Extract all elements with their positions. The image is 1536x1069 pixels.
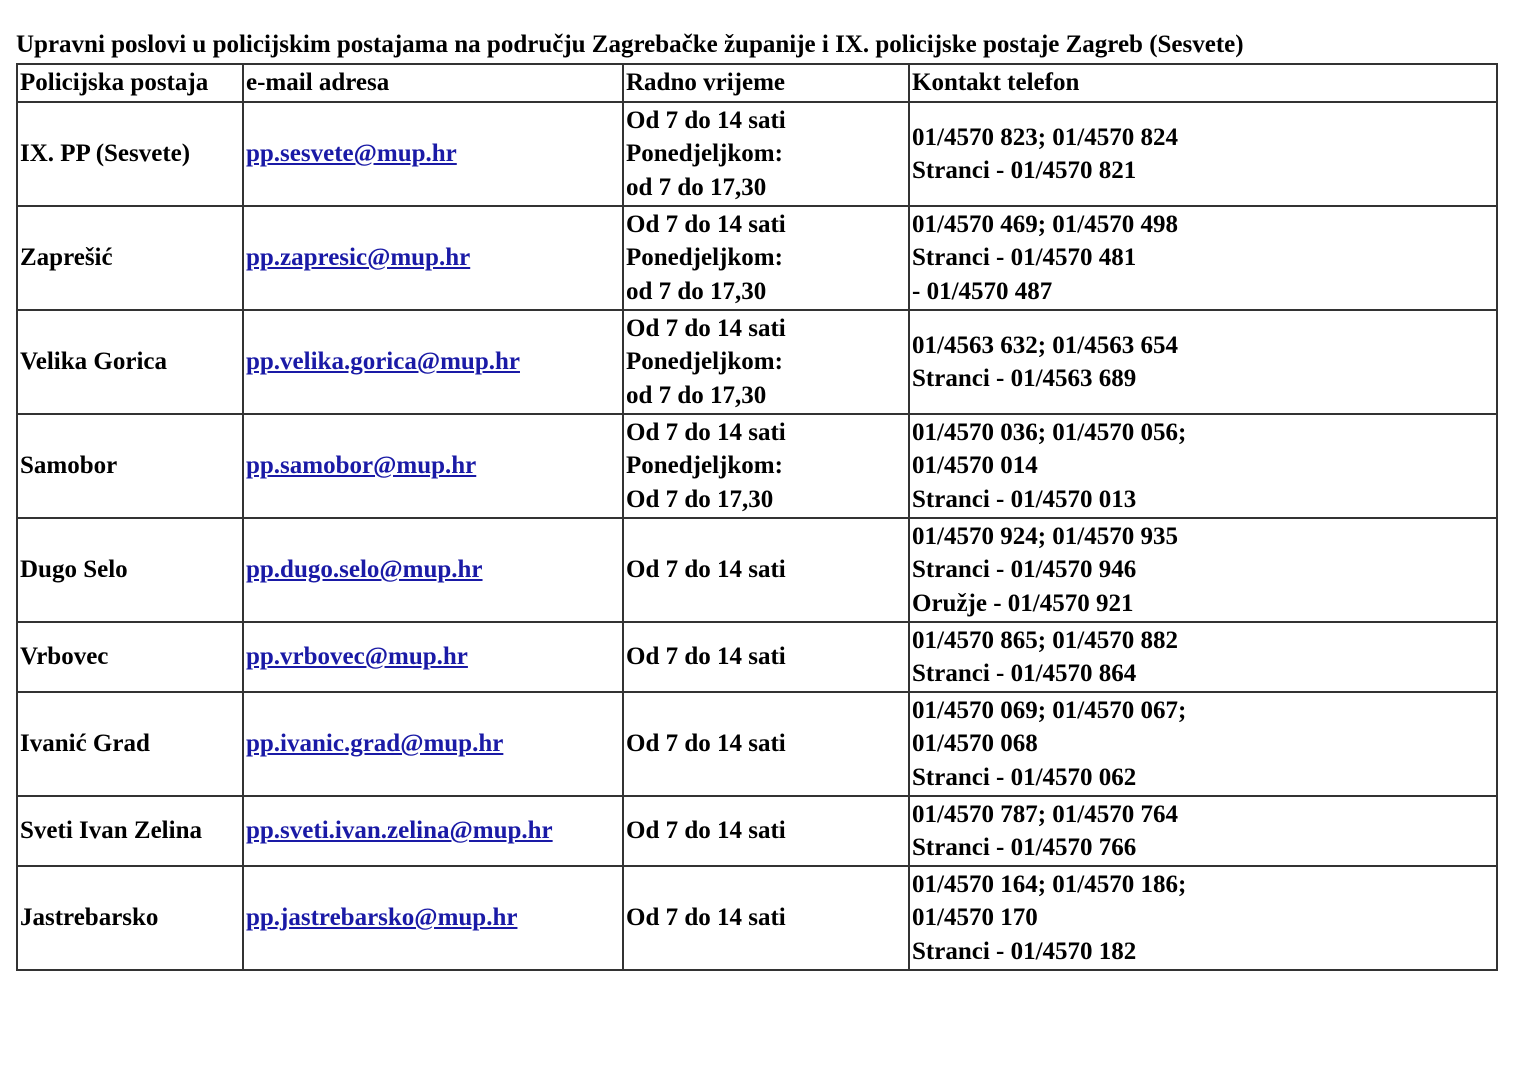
- email-cell: [243, 518, 623, 622]
- table-row: [17, 692, 1497, 796]
- phone-line: Stranci - 01/4570 013: [912, 485, 1137, 513]
- hours-line: Od 7 do 17,30: [626, 485, 774, 513]
- email-link[interactable]: pp.ivanic.grad@mup.hr: [246, 730, 504, 758]
- table-row: [17, 518, 1497, 622]
- hours-cell: [623, 102, 909, 206]
- phone-line: 01/4563 632; 01/4563 654: [912, 331, 1178, 359]
- phone-cell: [909, 692, 1497, 796]
- table-row: [17, 866, 1497, 970]
- hours-line: Ponedjeljkom:: [626, 348, 783, 376]
- phone-cell: [909, 414, 1497, 518]
- email-link[interactable]: pp.jastrebarsko@mup.hr: [246, 904, 518, 932]
- phone-line: 01/4570 068: [912, 730, 1038, 758]
- hours-line: Od 7 do 14 sati: [626, 314, 786, 342]
- email-link[interactable]: pp.samobor@mup.hr: [246, 452, 477, 480]
- hours-line: Od 7 do 14 sati: [626, 817, 786, 845]
- hours-cell: [623, 796, 909, 866]
- hours-line: od 7 do 17,30: [626, 173, 767, 201]
- phone-line: 01/4570 823; 01/4570 824: [912, 123, 1178, 151]
- table-row: [17, 796, 1497, 866]
- phone-line: 01/4570 036; 01/4570 056;: [912, 418, 1187, 446]
- email-cell: [243, 796, 623, 866]
- header-station: Policijska postaja: [17, 64, 243, 102]
- hours-line: Ponedjeljkom:: [626, 452, 783, 480]
- phone-cell: [909, 866, 1497, 970]
- phone-cell: [909, 206, 1497, 310]
- table-row: [17, 310, 1497, 414]
- email-link[interactable]: pp.sesvete@mup.hr: [246, 140, 457, 168]
- hours-cell: [623, 414, 909, 518]
- email-cell: [243, 414, 623, 518]
- hours-line: Od 7 do 14 sati: [626, 106, 786, 134]
- phone-line: 01/4570 469; 01/4570 498: [912, 210, 1178, 238]
- hours-line: Od 7 do 14 sati: [626, 904, 786, 932]
- station-name: Sveti Ivan Zelina: [17, 796, 243, 866]
- phone-cell: [909, 102, 1497, 206]
- header-hours: Radno vrijeme: [623, 64, 909, 102]
- phone-line: Stranci - 01/4570 481: [912, 244, 1137, 272]
- phone-line: Oružje - 01/4570 921: [912, 589, 1134, 617]
- phone-line: 01/4570 164; 01/4570 186;: [912, 870, 1187, 898]
- hours-cell: [623, 310, 909, 414]
- station-name: Samobor: [17, 414, 243, 518]
- table-row: [17, 622, 1497, 692]
- table-row: [17, 102, 1497, 206]
- table-caption: Upravni poslovi u policijskim postajama na području Zagrebačke županije i IX. policijske postaje Zagreb (Sesvete): [16, 31, 1244, 58]
- station-name: Ivanić Grad: [17, 692, 243, 796]
- phone-cell: [909, 622, 1497, 692]
- hours-cell: [623, 206, 909, 310]
- email-cell: [243, 692, 623, 796]
- phone-line: 01/4570 170: [912, 904, 1038, 932]
- phone-line: 01/4570 787; 01/4570 764: [912, 800, 1178, 828]
- police-stations-table: [16, 63, 1498, 971]
- phone-line: Stranci - 01/4570 062: [912, 763, 1137, 791]
- phone-line: Stranci - 01/4563 689: [912, 365, 1137, 392]
- hours-line: Od 7 do 14 sati: [626, 418, 786, 446]
- phone-line: 01/4570 069; 01/4570 067;: [912, 696, 1187, 724]
- hours-cell: [623, 866, 909, 970]
- table-row: [17, 414, 1497, 518]
- hours-line: Od 7 do 14 sati: [626, 210, 786, 238]
- email-link[interactable]: pp.dugo.selo@mup.hr: [246, 556, 483, 584]
- hours-cell: [623, 622, 909, 692]
- hours-line: Od 7 do 14 sati: [626, 730, 786, 758]
- station-name: Velika Gorica: [17, 310, 243, 414]
- phone-line: Stranci - 01/4570 766: [912, 834, 1137, 861]
- station-name: Dugo Selo: [17, 518, 243, 622]
- email-link[interactable]: pp.vrbovec@mup.hr: [246, 643, 468, 671]
- email-link[interactable]: pp.sveti.ivan.zelina@mup.hr: [246, 817, 553, 845]
- email-link[interactable]: pp.zapresic@mup.hr: [246, 244, 471, 272]
- phone-line: 01/4570 014: [912, 452, 1038, 480]
- email-cell: [243, 310, 623, 414]
- station-name: Jastrebarsko: [17, 866, 243, 970]
- phone-line: - 01/4570 487: [912, 277, 1053, 305]
- header-email: e-mail adresa: [243, 64, 623, 102]
- table-header-row: [17, 64, 1497, 102]
- hours-line: Od 7 do 14 sati: [626, 643, 786, 671]
- station-name: Vrbovec: [17, 622, 243, 692]
- table-row: [17, 206, 1497, 310]
- station-name: Zaprešić: [17, 206, 243, 310]
- hours-line: Od 7 do 14 sati: [626, 556, 786, 584]
- phone-cell: [909, 796, 1497, 866]
- hours-line: od 7 do 17,30: [626, 277, 767, 305]
- phone-line: 01/4570 865; 01/4570 882: [912, 626, 1178, 654]
- hours-line: Ponedjeljkom:: [626, 140, 783, 168]
- hours-line: od 7 do 17,30: [626, 381, 767, 409]
- hours-cell: [623, 518, 909, 622]
- phone-line: Stranci - 01/4570 821: [912, 157, 1137, 184]
- phone-cell: [909, 518, 1497, 622]
- email-cell: [243, 206, 623, 310]
- header-phone: Kontakt telefon: [909, 64, 1497, 102]
- station-name: IX. PP (Sesvete): [17, 102, 243, 206]
- phone-line: 01/4570 924; 01/4570 935: [912, 522, 1178, 550]
- email-link[interactable]: pp.velika.gorica@mup.hr: [246, 348, 520, 376]
- phone-line: Stranci - 01/4570 946: [912, 556, 1137, 584]
- email-cell: [243, 622, 623, 692]
- hours-cell: [623, 692, 909, 796]
- phone-line: Stranci - 01/4570 864: [912, 660, 1137, 687]
- email-cell: [243, 102, 623, 206]
- hours-line: Ponedjeljkom:: [626, 244, 783, 272]
- email-cell: [243, 866, 623, 970]
- phone-cell: [909, 310, 1497, 414]
- phone-line: Stranci - 01/4570 182: [912, 937, 1137, 965]
